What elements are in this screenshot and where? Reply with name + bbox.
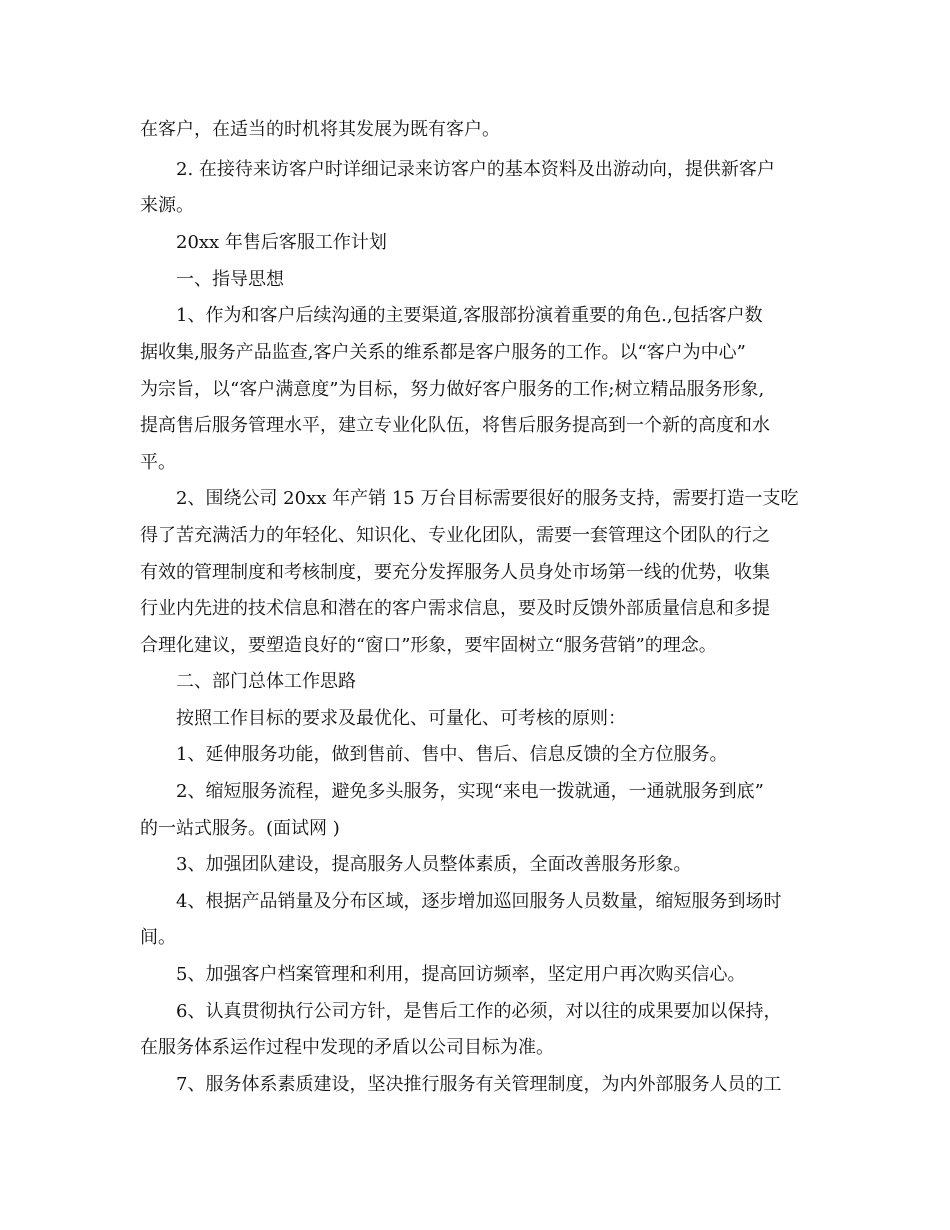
text-line: 7、服务体系素质建设，坚决推行服务有关管理制度，为内外部服务人员的工	[176, 1074, 782, 1095]
text-line: 在服务体系运作过程中发现的矛盾以公司目标为准。	[140, 1037, 554, 1058]
text-line: 为宗旨，以“客户满意度”为目标，努力做好客户服务的工作;树立精品服务形象,	[140, 379, 765, 400]
text-line: 2、围绕公司 20xx 年产销 15 万台目标需要很好的服务支持，需要打造一支吃	[176, 488, 799, 509]
text-line: 2、缩短服务流程，避免多头服务，实现“来电一拨就通，一通就服务到底”	[176, 781, 764, 802]
text-line: 行业内先进的技术信息和潜在的客户需求信息，要及时反馈外部质量信息和多提	[140, 598, 770, 619]
heading: 二、部门总体工作思路	[176, 671, 356, 692]
text-line: 提高售后服务管理水平，建立专业化队伍，将售后服务提高到一个新的高度和水	[140, 415, 770, 436]
text-line: 在客户，在适当的时机将其发展为既有客户。	[140, 119, 500, 140]
text-line: 1、作为和客户后续沟通的主要渠道,客服部扮演着重要的角色.,包括客户数	[176, 305, 763, 326]
text-line: 有效的管理制度和考核制度，要充分发挥服务人员身处市场第一线的优势，收集	[140, 562, 770, 583]
text-line: 5、加强客户档案管理和利用，提高回访频率，坚定用户再次购买信心。	[176, 964, 746, 985]
text-line: 得了苦充满活力的年轻化、知识化、专业化团队，需要一套管理这个团队的行之	[140, 525, 770, 546]
text-line: 据收集,服务产品监查,客户关系的维系都是客户服务的工作。以“客户为中心”	[140, 342, 746, 363]
text-line: 按照工作目标的要求及最优化、可量化、可考核的原则：	[176, 708, 626, 729]
text-line: 来源。	[140, 195, 194, 216]
text-line: 间。	[140, 927, 176, 948]
text-line: 平。	[140, 452, 176, 473]
text-line: 6、认真贯彻执行公司方针，是售后工作的必须，对以往的成果要加以保持，	[176, 1001, 782, 1022]
text-line: 3、加强团队建设，提高服务人员整体素质，全面改善服务形象。	[176, 854, 692, 875]
text-line: 合理化建议，要塑造良好的“窗口”形象，要牢固树立“服务营销”的理念。	[140, 635, 717, 656]
section-title: 20xx 年售后客服工作计划	[176, 232, 387, 253]
text-line: 2. 在接待来访客户时详细记录来访客户的基本资料及出游动向，提供新客户	[176, 159, 775, 180]
text-line: 1、延伸服务功能，做到售前、售中、售后、信息反馈的全方位服务。	[176, 744, 728, 765]
text-line: 的一站式服务。(面试网 )	[140, 818, 340, 839]
text-line: 4、根据产品销量及分布区域，逐步增加巡回服务人员数量，缩短服务到场时	[176, 891, 782, 912]
heading: 一、指导思想	[176, 269, 284, 290]
